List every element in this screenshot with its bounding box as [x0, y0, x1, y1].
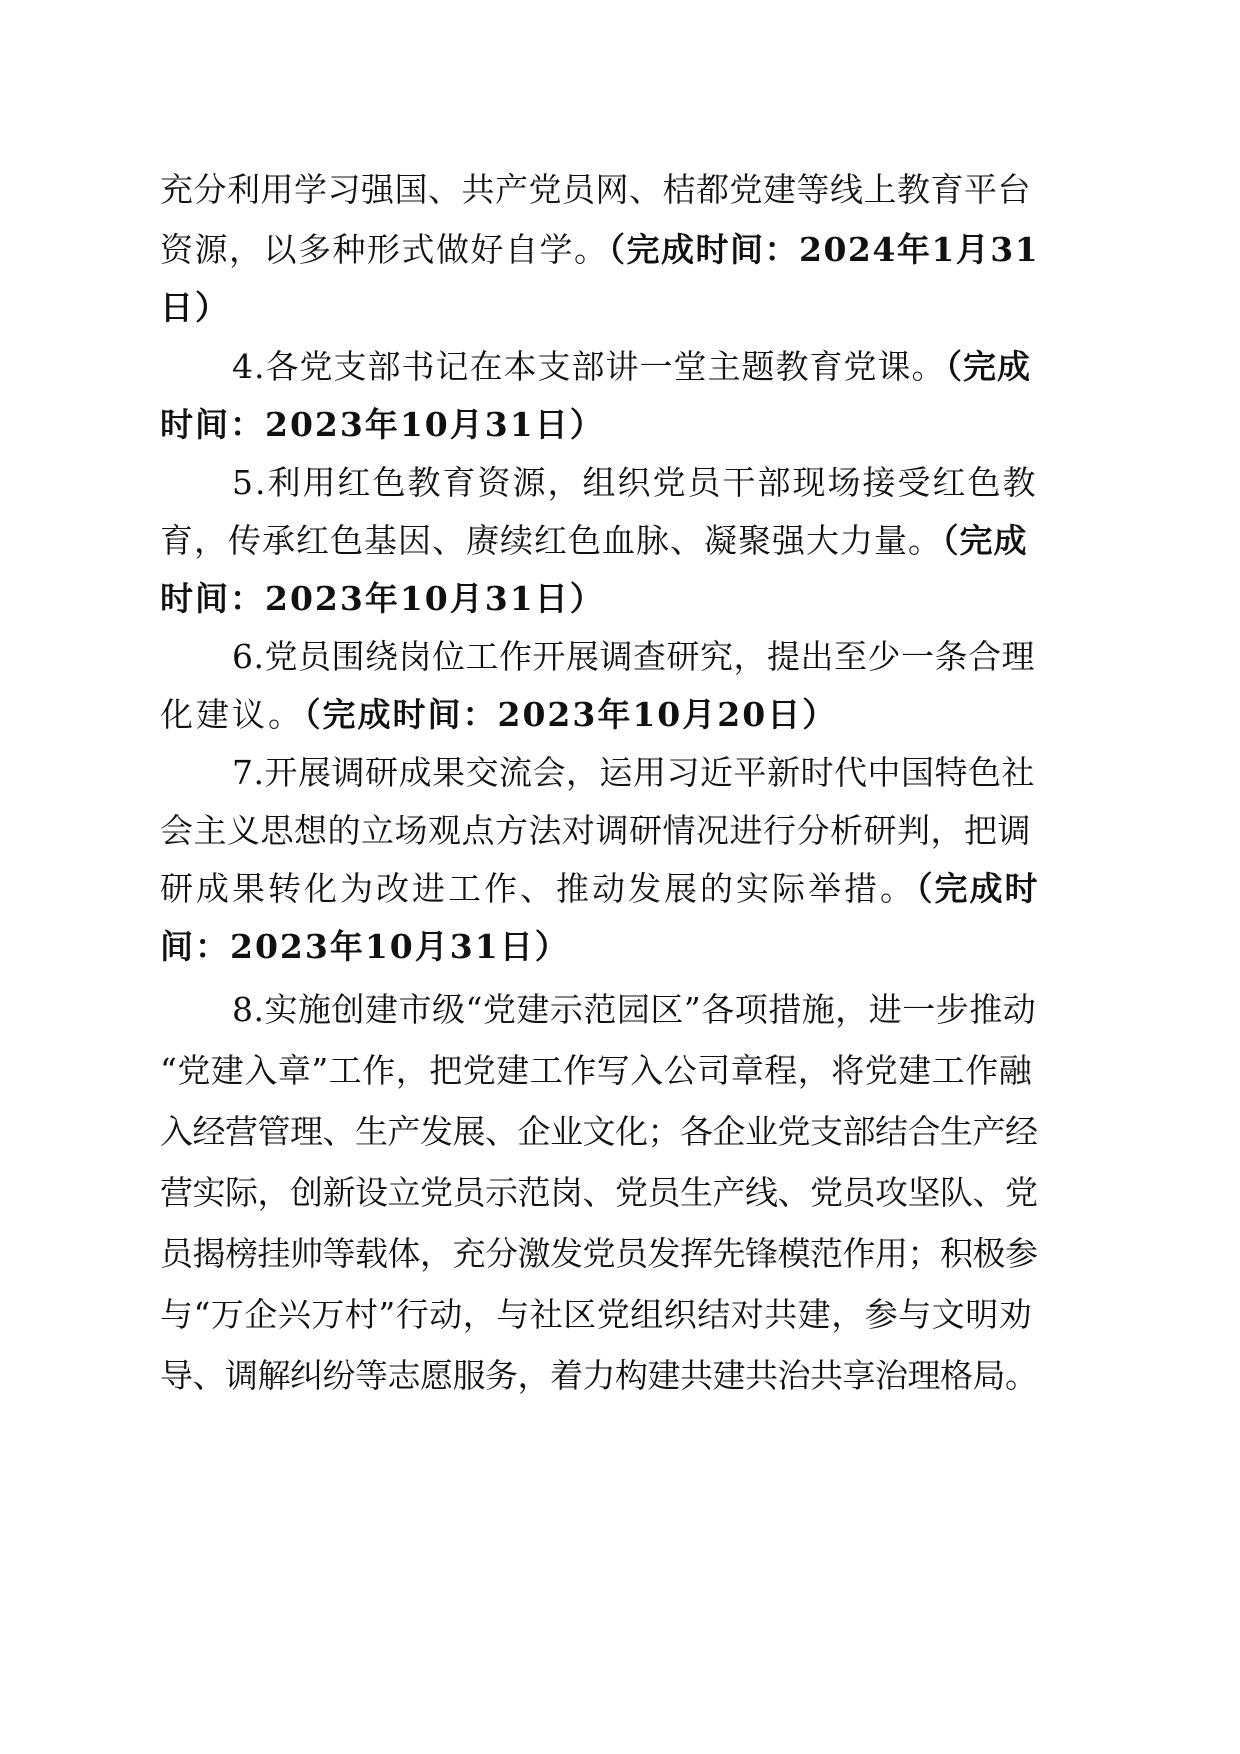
text-line	[160, 288, 230, 328]
paragraph-8-line: 营实际，创新设立党员示范岗、党员生产线、党员攻坚队、党	[160, 1173, 1038, 1212]
line-bold-text: （完成	[942, 521, 1028, 560]
line-bold-text: 间：2023年10月31日）	[160, 927, 570, 966]
line-bold-text: （完成时间：2024年1月31	[608, 230, 1040, 269]
text-line	[160, 695, 837, 735]
text-line	[160, 927, 570, 967]
text-line	[160, 521, 1028, 561]
paragraph-8-line: “党建入章”工作，把党建工作写入公司章程，将党建工作融	[160, 1051, 1033, 1090]
line-bold-text: （完成时间：2023年10月20日）	[304, 695, 838, 734]
line-normal-text: 会主义思想的立场观点方法对调研情况进行分析研判，把调	[160, 811, 1031, 850]
text-line	[232, 753, 1035, 793]
line-normal-text: 育，传承红色基因、赓续红色血脉、凝聚强大力量。	[160, 521, 942, 560]
text-line	[160, 869, 1040, 909]
text-line	[160, 579, 605, 619]
text-line	[232, 463, 1038, 503]
line-normal-text: 研成果转化为改进工作、推动发展的实际举措。	[160, 869, 916, 908]
text-line	[232, 347, 1031, 387]
line-normal-text: 6.党员围绕岗位工作开展调查研究，提出至少一条合理	[232, 637, 1035, 676]
text-line	[160, 405, 605, 445]
line-normal-text: 5.利用红色教育资源，组织党员干部现场接受红色教	[232, 463, 1038, 502]
text-line	[160, 230, 1039, 270]
line-bold-text: 日）	[160, 288, 230, 327]
line-bold-text: （完成	[945, 347, 1031, 386]
paragraph-8-line: 与“万企兴万村”行动，与社区党组织结对共建，参与文明劝	[160, 1295, 1033, 1334]
line-normal-text: 资源，以多种形式做好自学。	[160, 230, 609, 269]
paragraph-8-line: 8.实施创建市级“党建示范园区”各项措施，进一步推动	[232, 990, 1037, 1029]
line-bold-text: （完成时	[916, 869, 1040, 908]
line-normal-text: 充分利用学习强国、共产党员网、桔都党建等线上教育平台	[160, 170, 1031, 209]
text-line	[232, 637, 1035, 677]
text-line	[160, 170, 1031, 210]
line-normal-text: 4.各党支部书记在本支部讲一堂主题教育党课。	[232, 347, 946, 386]
line-normal-text: 化建议。	[160, 695, 304, 734]
text-line	[160, 811, 1031, 851]
line-bold-text: 时间：2023年10月31日）	[160, 579, 605, 618]
line-bold-text: 时间：2023年10月31日）	[160, 405, 605, 444]
paragraph-8-line: 入经营管理、生产发展、企业文化；各企业党支部结合生产经	[160, 1112, 1038, 1151]
paragraph-8-line: 员揭榜挂帅等载体，充分激发党员发挥先锋模范作用；积极参	[160, 1234, 1038, 1273]
line-normal-text: 7.开展调研成果交流会，运用习近平新时代中国特色社	[232, 753, 1035, 792]
paragraph-8-line: 导、调解纠纷等志愿服务，着力构建共建共治共享治理格局。	[160, 1356, 1038, 1395]
